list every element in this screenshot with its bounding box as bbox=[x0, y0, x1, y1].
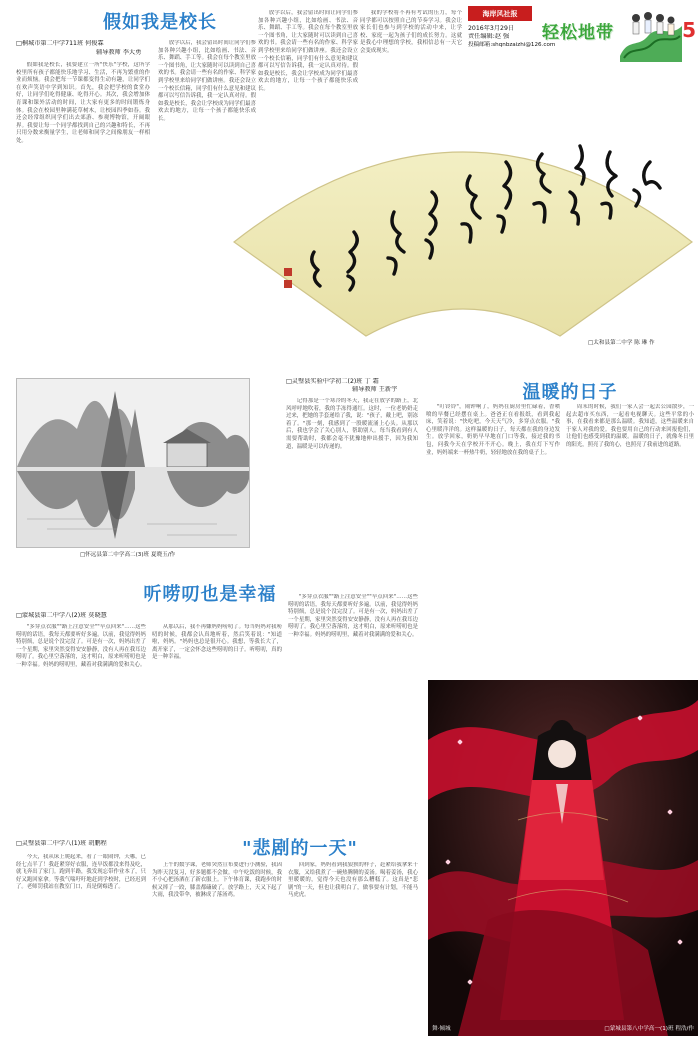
article-paragraph: "叮铃铃"，闹钟响了，妈妈在厨房里忙碌着，香喷喷的早餐已经摆在桌上。爸爸正在看报纸，看到我起床，笑着说："快吃吧，今天天气冷，多穿点衣服。"我心里暖洋洋的。这样温暖的日子，每天都在我的身边发生。放学回家，奶奶早早地在门口等我，接过我的书包，问我今天在学校开不开心。晚上，我在灯下写作业，妈妈端来一杯热牛奶，轻轻地放在我的桌子上。 bbox=[426, 404, 560, 456]
article-column bbox=[16, 854, 146, 1036]
sketch-caption: □怀远县第二中学高二(3)班 夏晓玉/作 bbox=[80, 552, 176, 558]
article-paragraph: 放学以后，我会留出时间让同学们参加各种兴趣小组，比如绘画、书法、音乐、舞蹈、手工等。我会在每个教室里放一个图书角，让大家随时可以读到自己喜欢的书。我会请一些有名的作家、科学家到学校里来给同学们做讲座。我还会设立一个校长信箱，同学们有什么意见和建议都可以写信告诉我，我一定认真对待。假如我是校长，我会让学校成为同学们最喜欢去的地方，让每一个孩子都能快乐成长。 bbox=[258, 10, 358, 92]
article-paragraph: 记得那是一个寒冷的冬天，我走在放学的路上，北风呼呼地吹着，我的手冻得通红。这时，一位老奶奶走过来，把她的手套递给了我，说："孩子，戴上吧，别冻着了。"那一刻，我感到了一股暖流涌上心头。从那以后，我也学会了关心别人，帮助别人。每当我看到有人需要帮助时，我都会毫不犹豫地伸出援手，因为我知道，温暖是可以传递的。 bbox=[286, 398, 418, 450]
article-column bbox=[286, 398, 418, 544]
article-column bbox=[566, 404, 694, 668]
article-column bbox=[288, 862, 418, 1036]
article-paragraph: "多穿点衣服""路上注意安全""早点回来"……这些唠叨的话语，我每天都要听好多遍。以前，我觉得妈妈特别烦，总是说个没完没了。可是有一次，妈妈出差了一个星期，家里突然变得安安静静，没有人再在我耳边唠叨了。我心里空落落的，这才明白，原来听唠叨也是一种幸福。妈妈的唠叨里，藏着对我满满的爱和关心。 bbox=[288, 594, 418, 638]
kids-illustration bbox=[618, 8, 684, 62]
article-paragraph: 假如我是校长，我要建立一所"快乐"学校，这所学校里所有孩子都能快乐地学习、生活，不再为繁重的作业而烦恼。我会把每一节课都变得生动有趣，让同学们在欢声笑语中学到知识。首先，我会把学校的食堂办好，让同学们吃得健康、吃得开心。其次，我会增加体育课和课外活动的时间，让大家有更多的时间锻炼身体。我会在校园里种满花草树木，让校园四季如春。我还会经常组织同学们出去郊游、参观博物馆，开阔眼界。我要让每一个同学都找到自己的兴趣和特长，不再只用分数来衡量学生，让老师和同学之间像朋友一样相处。 bbox=[16, 62, 150, 144]
article-column bbox=[258, 10, 358, 100]
article-column bbox=[288, 594, 418, 814]
pencil-sketch-artwork bbox=[16, 378, 250, 548]
article-column bbox=[152, 624, 282, 814]
issue-date: 2016年3月29日 bbox=[468, 25, 515, 32]
artwork-title: 舞·倾城 bbox=[432, 1026, 451, 1032]
article-paragraph: 今天，我从床上爬起来，看了一眼闹钟，天哪，已经七点半了！我赶紧穿好衣服，连早饭都没来得及吃，就飞奔出了家门。跑到半路，我发现忘带作业本了，只好又跑回家拿。等我气喘吁吁地赶到学校时，已经迟到了。老师罚我站在教室门口，真是倒霉透了。 bbox=[16, 854, 146, 891]
article-paragraph: "多穿点衣服""路上注意安全""早点回来"……这些唠叨的话语，我每天都要听好多遍。以前，我觉得妈妈特别烦，总是说个没完没了。可是有一次，妈妈出差了一个星期，家里突然变得安安静静，没有人再在我耳边唠叨了。我心里空落落的，这才明白，原来听唠叨也是一种幸福。妈妈的唠叨里，藏着对我满满的爱和关心。 bbox=[16, 624, 146, 668]
artwork-caption: □蒙城县第八中学高一(1)班 程浩/作 bbox=[604, 1026, 694, 1032]
article-paragraph: 放学以后，我会留出时间让同学们参加各种兴趣小组，比如绘画、书法、音乐、舞蹈、手工等。我会在每个教室里放一个图书角，让大家随时可以读到自己喜欢的书。我会请一些有名的作家、科学家到学校里来给同学们做讲座。我还会设立一个校长信箱，同学们有什么意见和建议都可以写信告诉我，我一定认真对待。假如我是校长，我会让学校成为同学们最喜欢去的地方，让每一个孩子都能快乐成长。 bbox=[158, 40, 256, 122]
article-title-warm-days: 温暖的日子 bbox=[522, 382, 618, 403]
article-paragraph: 回到家，妈妈看到我狼狈的样子，赶紧给我拿来干衣服，又给我煮了一碗热腾腾的姜汤。喝着姜汤，我心里暖暖的，觉得今天也没有那么糟糕了。这真是"悲剧"的一天，但也让我明白了，做事要有计划，不能马马虎虎。 bbox=[288, 862, 418, 899]
article-title-principal: 假如我是校长 bbox=[103, 12, 217, 33]
article-byline-teacher: 辅导教师 李大勇 bbox=[96, 49, 142, 56]
article-byline: □灵璧县实验中学初二(2)班 丁 霜 bbox=[286, 378, 379, 385]
section-title: 轻松地带 bbox=[542, 23, 614, 43]
article-byline: □蒙城县第二中学八(2)班 莫晓慧 bbox=[16, 612, 107, 619]
article-column bbox=[360, 10, 462, 100]
article-byline-teacher: 辅导教师 王新宇 bbox=[352, 386, 398, 393]
article-paragraph: 我的学校将不再有考试的压力，每个同学都可以按照自己的节奏学习。我会让家长们也参与到学校的活动中来，让学校、家庭一起为孩子们的成长努力。这就是我心中理想的学校，我相信总有一天它会变成现实。 bbox=[360, 10, 462, 54]
calligraphy-caption: □太和县第二中学 陈 琳 作 bbox=[588, 340, 655, 346]
newspaper-logo: 海岸风社报 bbox=[468, 6, 532, 21]
submission-email: 投稿邮箱:shqnbzaizhi@126.com bbox=[468, 42, 556, 48]
dancer-illustration bbox=[428, 680, 698, 1036]
article-title-nagging: 听唠叨也是幸福 bbox=[143, 584, 277, 605]
article-column bbox=[426, 404, 560, 668]
calligraphy-fan-artwork bbox=[230, 92, 696, 338]
article-byline: □桐城市第二中学711班 何俊霖 bbox=[16, 40, 104, 47]
article-paragraph: 周末的时候，我们一家人会一起去公园散步，一起去超市买东西，一起看电视聊天。这些平常的小事，在我看来都是那么温暖。我知道，这些温暖来自于家人对我的爱。我也要用自己的行动来回报他们，让他们也感受到我的温暖。温暖的日子，就像冬日里的阳光，照亮了我的心，也照亮了我前进的道路。 bbox=[566, 404, 694, 448]
article-column bbox=[152, 862, 282, 1036]
page-number: 5 bbox=[682, 18, 696, 42]
article-byline: □灵璧县第二中学八(1)班 胡鹏程 bbox=[16, 840, 107, 847]
article-column bbox=[16, 624, 146, 814]
article-title-tragic-day: "悲剧的一天" bbox=[242, 838, 358, 859]
article-paragraph: 从那以后，我不再嫌妈妈唠叨了。每当妈妈对我唠叨的时候，我都会认真地听着，然后笑着说："知道啦，妈妈。"妈妈也总是很开心。我想，等我长大了，离开家了，一定会怀念这些唠叨的日子。听唠叨，真的是一种幸福。 bbox=[152, 624, 282, 661]
article-paragraph: 上午的数学课，老师突然宣布要进行小测验，我因为昨天没复习，好多题都不会做。中午吃饭的时候，我不小心把汤洒在了新衣服上。下午体育课，我跑步的时候又摔了一跤，膝盖都磕破了。放学路上，天又下起了大雨，我没带伞，被淋成了落汤鸡。 bbox=[152, 862, 282, 899]
article-column bbox=[16, 62, 150, 344]
masthead bbox=[468, 4, 696, 64]
editor-line: 责任编辑:赵 强 bbox=[468, 33, 510, 40]
